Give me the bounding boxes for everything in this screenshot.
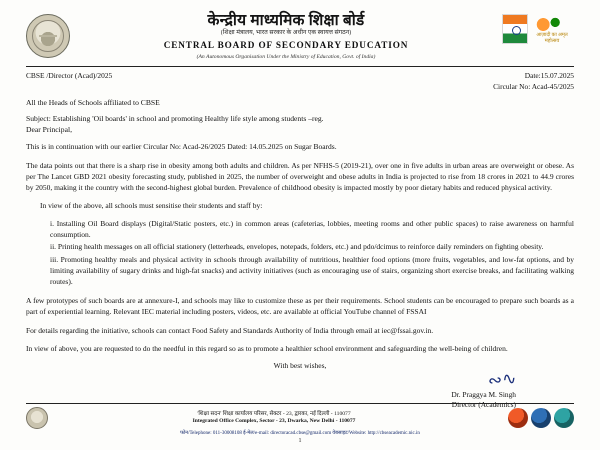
- paragraph-prototypes: A few prototypes of such boards are at annexure-I, and schools may like to customize these as per their requirements. School students can be encouraged to prepare such boards as a part of experiential learning. Relevant IEC material including posters, videos, etc. are available at official YouTube channel of FSSAI: [26, 296, 574, 317]
- signatory-designation: Director (Academics): [451, 400, 516, 410]
- indian-flag-icon: [502, 14, 528, 44]
- footer-address-hindi: 'शिक्षा सदन' शिक्षा कार्यालय परिसर, सेक्टर - 23, द्वारका, नई दिल्ली - 110077: [197, 410, 351, 417]
- header-logos: [502, 12, 574, 44]
- list-item: i. Installing Oil Board displays (Digital/Static posters, etc.) in common areas (cafeterias, lobbies, meeting rooms and other public spaces) to raise awareness on harmful consumption.: [50, 218, 574, 239]
- title-hindi: केन्द्रीय माध्यमिक शिक्षा बोर्ड: [207, 12, 365, 29]
- orange-badge-icon: [508, 408, 528, 428]
- list-item: iii. Promoting healthy meals and physical activity in schools through availability of nutritious, healthier food options (more fruits, vegetables, and low-fat options, and by limiting availability of sugary drinks and high-fat snacks) and activity initiatives (such as encouraging use of stairs, organizing short exercise breaks, and facilitating walking routes).: [50, 255, 574, 287]
- paragraph-continuation: This is in continuation with our earlier Circular No: Acad-26/2025 Dated: 14.05.2025 on Sugar Boards.: [26, 142, 337, 152]
- document-footer: [26, 403, 574, 445]
- title-hindi-sub: (शिक्षा मंत्रालय, भारत सरकार के अधीन एक स्वायत्त संगठन): [220, 29, 352, 37]
- closing-line: With best wishes,: [273, 361, 327, 371]
- blue-badge-icon: [531, 408, 551, 428]
- handwritten-signature-icon: ∾∿: [486, 368, 517, 392]
- reference-line: [26, 71, 574, 92]
- header-title-block: [78, 12, 494, 60]
- paragraph-sensitise: In view of the above, all schools must sensitise their students and staff by:: [40, 201, 263, 211]
- footer-divider: [26, 403, 574, 404]
- paragraph-obesity-data: The data points out that there is a sharp rise in obesity among both adults and children. As per NFHS-5 (2019-21), over one in five adults in urban areas are overweight or obese. As per The Lancet GBD 2021 obesity forecasting study, published in 2025, the number of overweight and obese adults in India is projected to rise from 18 crores in 2021 to 44.9 crores by 2050, making it the country with the second-highest global burden. Prevalence of childhood obesity is impacted mostly by poor dietary habits and reduced physical activity.: [26, 160, 574, 193]
- title-english: CENTRAL BOARD OF SECONDARY EDUCATION: [163, 40, 409, 51]
- paragraph-contact: For details regarding the initiative, schools can contact Food Safety and Standards Authority of India through email at iec@fssai.gov.in.: [26, 325, 434, 335]
- footer-badges: [500, 408, 574, 428]
- letter-date: Date:15.07.2025: [524, 70, 574, 80]
- footer-address-english: Integrated Office Complex, Sector - 23, Dwarka, New Delhi - 110077: [192, 417, 356, 424]
- footer-address: [54, 411, 494, 425]
- date-and-circular: [493, 71, 574, 92]
- measures-list: [26, 219, 574, 289]
- signatory-name: Dr. Praggya M. Singh: [451, 390, 516, 400]
- paragraph-request: In view of above, you are requested to do the needful in this regard so as to promote a healthier school environment and safeguarding the well-being of children.: [26, 343, 508, 353]
- addressee-line: All the Heads of Schools affiliated to CBSE: [26, 98, 160, 108]
- autonomous-line: (An Autonomous Organisation Under the Ministry of Education, Govt. of India): [196, 53, 376, 60]
- reference-number: CBSE /Director (Acad)/2025: [26, 70, 113, 80]
- cbse-emblem-icon: [26, 14, 70, 58]
- subject-line: Subject: Establishing 'Oil boards' in school and promoting Healthy life style among students –reg.: [26, 114, 324, 124]
- page-number: 1: [298, 438, 302, 444]
- footer-contact: फोन/Telephone: 011-30008108 ई-मेल/e-mail: directoracad.cbse@gmail.com वेबसाइट/Website: http://cbseacademic.nic.in: [180, 430, 420, 436]
- list-item: ii. Printing health messages on all official stationery (letterheads, envelopes, notepads, folders, etc.) and pdo/dcimus to reinforce daily reminders on fighting obesity.: [50, 242, 544, 252]
- footer-row: [26, 407, 574, 429]
- teal-badge-icon: [554, 408, 574, 428]
- salutation: Dear Principal,: [26, 125, 72, 135]
- azadi-ka-amrit-mahotsav-icon: आज़ादी का अमृत महोत्सव: [532, 14, 572, 44]
- cbse-emblem-footer-icon: [26, 407, 48, 429]
- document-header: [26, 8, 574, 60]
- circular-number: Circular No: Acad-45/2025: [493, 81, 574, 91]
- header-divider: [26, 66, 574, 67]
